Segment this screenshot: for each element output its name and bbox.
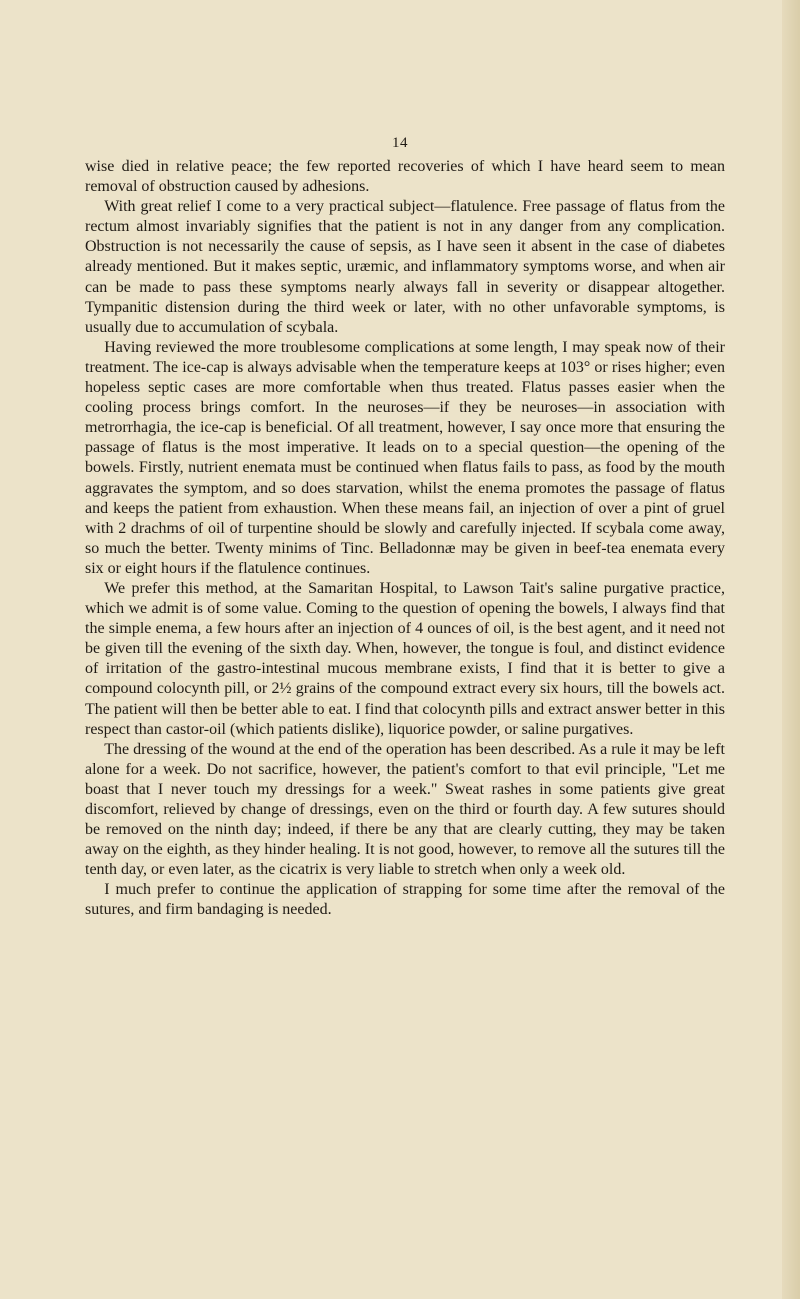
paragraph: Having reviewed the more troublesome complications at some length, I may speak now of their treatment. The ice-cap is always advisable when the temperature keeps at 103° or rises higher; even hopeless septic cases are more comfortable when thus treated. Flatus passes easier when the cooling process brings comfort. In the neuroses—if they be neuroses—in association with metrorrhagia, the ice-cap is beneficial. Of all treatment, however, I say once more that ensuring the passage of flatus is the most imperative. It leads on to a special question—the opening of the bowels. Firstly, nutrient enemata must be continued when flatus fails to pass, as food by the mouth aggravates the symptom, and so does starvation, whilst the enema promotes the passage of flatus and keeps the patient from exhaustion. When these means fail, an injection of over a pint of gruel with 2 drachms of oil of turpentine should be slowly and carefully injected. If scybala come away, so much the better. Twenty minims of Tinc. Belladonnæ may be given in beef-tea enemata every six or eight hours if the flatulence continues. [85,338,725,577]
body-text [85,157,725,921]
paragraph: wise died in relative peace; the few reported recoveries of which I have heard seem to mean removal of obstruction caused by adhesions. [85,158,725,196]
page-edge-shadow [782,0,800,1299]
paragraph: With great relief I come to a very practical subject—flatulence. Free passage of flatus from the rectum almost invariably signifies that the patient is not in any danger from any complication. Obstruction is not necessarily the cause of sepsis, as I have seen it absent in the case of diabetes already mentioned. But it makes septic, uræmic, and inflammatory symptoms worse, and when air can be made to pass these symptoms nearly always fall in severity or disappear altogether. Tympanitic distension during the third week or later, with no other unfavorable symptoms, is usually due to accumulation of scybala. [85,198,725,336]
page-number: 14 [392,135,408,151]
paragraph: We prefer this method, at the Samaritan Hospital, to Lawson Tait's saline purgative practice, which we admit is of some value. Coming to the question of opening the bowels, I always find that the simple enema, a few hours after an injection of 4 ounces of oil, is the best agent, and it need not be given till the evening of the sixth day. When, however, the tongue is foul, and distinct evidence of irritation of the gastro-intestinal mucous membrane exists, I find that it is better to give a compound colocynth pill, or 2½ grains of the compound extract every six hours, till the bowels act. The patient will then be better able to eat. I find that colocynth pills and extract answer better in this respect than castor-oil (which patients dislike), liquorice powder, or saline purgatives. [85,579,725,738]
paragraph: The dressing of the wound at the end of the operation has been described. As a rule it may be left alone for a week. Do not sacrifice, however, the patient's comfort to that evil principle, "Let me boast that I never touch my dressings for a week." Sweat rashes in some patients give great discomfort, relieved by change of dressings, even on the third or fourth day. A few sutures should be removed on the ninth day; indeed, if there be any that are clearly cutting, they may be taken away on the eighth, as they hinder healing. It is not good, however, to remove all the sutures till the tenth day, or even later, as the cicatrix is very liable to stretch when only a week old. [85,740,725,879]
paragraph: I much prefer to continue the application of strapping for some time after the removal of the sutures, and firm bandaging is needed. [85,881,725,919]
